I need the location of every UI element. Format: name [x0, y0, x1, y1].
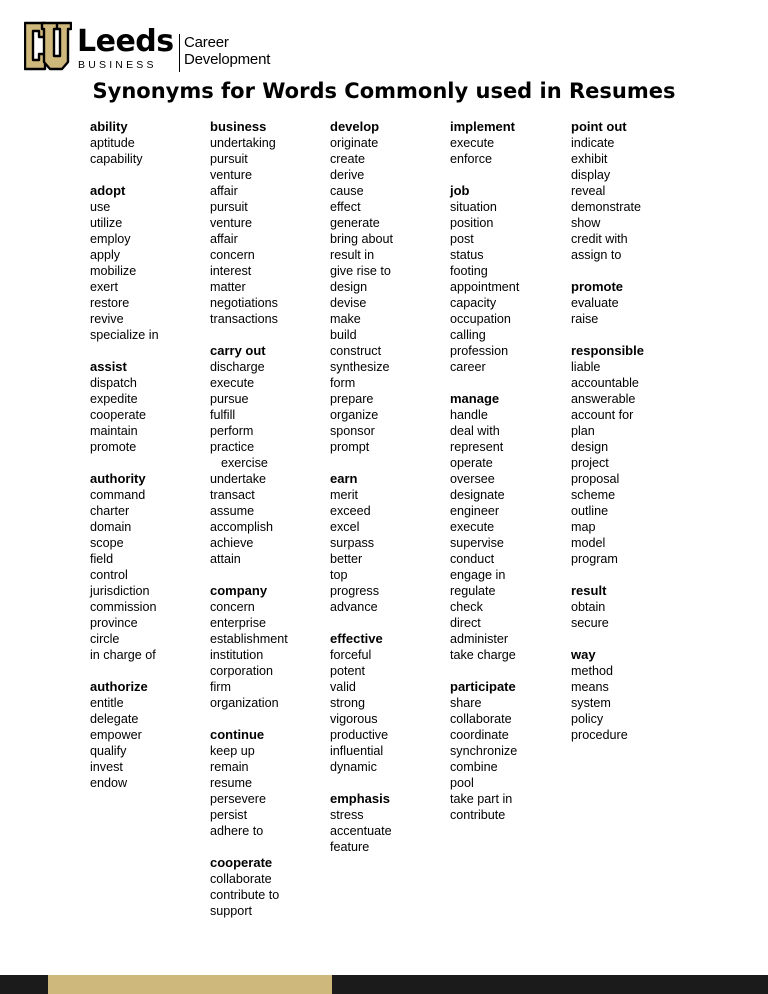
synonym-column: [571, 119, 689, 759]
synonym-item: execute: [210, 376, 255, 390]
synonym-item: expedite: [90, 392, 138, 406]
synonym-item: account for: [571, 408, 634, 422]
synonym-item: qualify: [90, 744, 127, 758]
cu-logo-icon: [24, 20, 72, 72]
synonym-item: exert: [90, 280, 118, 294]
synonym-item: aptitude: [90, 136, 135, 150]
keyword-heading: job: [450, 183, 470, 198]
synonym-item: administer: [450, 632, 509, 646]
synonym-group: [90, 679, 208, 791]
synonym-item: scheme: [571, 488, 616, 502]
synonym-item: generate: [330, 216, 380, 230]
synonym-item: create: [330, 152, 366, 166]
synonym-item: dispatch: [90, 376, 137, 390]
synonym-list: [90, 487, 208, 663]
synonym-item: specialize in: [90, 328, 159, 342]
synonym-item: contribute to: [210, 888, 280, 902]
synonym-group: [330, 791, 448, 855]
synonym-item: perform: [210, 424, 254, 438]
synonym-item: endow: [90, 776, 128, 790]
synonym-item: discharge: [210, 360, 265, 374]
synonym-list: [571, 295, 689, 327]
keyword-heading: assist: [90, 359, 127, 374]
synonym-item: accentuate: [330, 824, 392, 838]
synonym-item: keep up: [210, 744, 255, 758]
synonym-item: establishment: [210, 632, 288, 646]
synonym-item: display: [571, 168, 611, 182]
synonym-item: achieve: [210, 536, 254, 550]
synonym-item: delegate: [90, 712, 139, 726]
synonym-item: domain: [90, 520, 132, 534]
footer-bar-gold: [48, 975, 332, 994]
synonym-item: advance: [330, 600, 378, 614]
synonym-item: map: [571, 520, 596, 534]
synonym-item: organization: [210, 696, 279, 710]
synonym-item: raise: [571, 312, 599, 326]
synonym-item: support: [210, 904, 253, 918]
synonym-item: concern: [210, 248, 255, 262]
synonym-group: [450, 679, 568, 823]
synonym-item: profession: [450, 344, 509, 358]
synonym-column: [90, 119, 208, 807]
synonym-item: institution: [210, 648, 264, 662]
synonym-list: [210, 599, 328, 711]
synonym-item: calling: [450, 328, 486, 342]
synonym-item: model: [571, 536, 606, 550]
synonym-item: assign to: [571, 248, 622, 262]
synonym-item: derive: [330, 168, 365, 182]
synonym-item: surpass: [330, 536, 375, 550]
synonym-item: attain: [210, 552, 241, 566]
synonym-item: career: [450, 360, 486, 374]
synonym-item: designate: [450, 488, 505, 502]
synonym-item: utilize: [90, 216, 123, 230]
synonym-item: devise: [330, 296, 367, 310]
keyword-heading: way: [571, 647, 596, 662]
synonym-item: exercise: [221, 456, 268, 470]
synonym-item: charter: [90, 504, 130, 518]
keyword-heading: promote: [571, 279, 623, 294]
synonym-group: [450, 183, 568, 375]
synonym-item: sponsor: [330, 424, 375, 438]
synonym-item: accomplish: [210, 520, 273, 534]
synonym-item: vigorous: [330, 712, 378, 726]
synonym-item: strong: [330, 696, 366, 710]
synonym-item: show: [571, 216, 601, 230]
synonym-item: merit: [330, 488, 358, 502]
synonym-item: deal with: [450, 424, 500, 438]
keyword-heading: cooperate: [210, 855, 273, 870]
synonym-item: transactions: [210, 312, 278, 326]
synonym-item: invest: [90, 760, 123, 774]
synonym-item: venture: [210, 168, 253, 182]
synonym-item: apply: [90, 248, 121, 262]
synonym-list: [330, 647, 448, 775]
synonym-item: exhibit: [571, 152, 608, 166]
synonym-item: means: [571, 680, 609, 694]
synonym-item: excel: [330, 520, 360, 534]
synonym-item: forceful: [330, 648, 372, 662]
brand-divider: [179, 34, 180, 72]
synonym-item: better: [330, 552, 363, 566]
synonym-item: appointment: [450, 280, 520, 294]
synonym-group: [450, 119, 568, 167]
synonym-item: engage in: [450, 568, 506, 582]
synonym-item: affair: [210, 232, 238, 246]
synonym-item: adhere to: [210, 824, 264, 838]
keyword-heading: emphasis: [330, 791, 390, 806]
synonym-item: entitle: [90, 696, 124, 710]
synonym-group: [90, 119, 208, 167]
synonym-list: [210, 743, 328, 839]
synonym-item: empower: [90, 728, 142, 742]
keyword-heading: earn: [330, 471, 358, 486]
header: [24, 20, 284, 72]
synonym-item: concern: [210, 600, 255, 614]
synonym-item: status: [450, 248, 484, 262]
synonym-item: corporation: [210, 664, 274, 678]
synonym-group: [450, 391, 568, 663]
synonym-item: credit with: [571, 232, 628, 246]
synonym-item: post: [450, 232, 474, 246]
synonym-item: plan: [571, 424, 595, 438]
synonym-item: liable: [571, 360, 601, 374]
synonym-group: [90, 359, 208, 455]
synonym-item: position: [450, 216, 494, 230]
synonym-list: [330, 487, 448, 615]
synonym-item: originate: [330, 136, 379, 150]
synonym-item: control: [90, 568, 128, 582]
synonym-list: [90, 135, 208, 167]
synonym-item: system: [571, 696, 611, 710]
synonym-list: [210, 135, 328, 327]
synonym-item: outline: [571, 504, 609, 518]
synonym-list: [450, 407, 568, 663]
synonym-column: [330, 119, 448, 871]
synonym-group: [571, 279, 689, 327]
synonym-item: pursue: [210, 392, 249, 406]
synonym-item: execute: [450, 136, 495, 150]
synonym-group: [210, 583, 328, 711]
synonym-item: revive: [90, 312, 124, 326]
brand-department: [184, 34, 270, 68]
synonym-item: productive: [330, 728, 389, 742]
synonym-item: take part in: [450, 792, 513, 806]
synonym-item: obtain: [571, 600, 606, 614]
synonym-item: top: [330, 568, 348, 582]
synonym-column: [450, 119, 568, 839]
synonym-item: make: [330, 312, 361, 326]
synonym-item: practice: [210, 440, 255, 454]
synonym-item: share: [450, 696, 482, 710]
synonym-item: execute: [450, 520, 495, 534]
synonym-list: [571, 135, 689, 263]
keyword-heading: result: [571, 583, 607, 598]
brand-subtitle: BUSINESS: [78, 59, 157, 71]
synonym-item: indicate: [571, 136, 615, 150]
synonym-item: coordinate: [450, 728, 509, 742]
synonym-list: [90, 199, 208, 343]
synonym-column: [210, 119, 328, 935]
synonym-group: [571, 583, 689, 631]
synonym-group: [571, 343, 689, 567]
synonym-item: synchronize: [450, 744, 518, 758]
synonym-list: [571, 663, 689, 743]
synonym-item: direct: [450, 616, 481, 630]
synonym-item: engineer: [450, 504, 500, 518]
synonym-item: maintain: [90, 424, 138, 438]
synonym-item: influential: [330, 744, 384, 758]
keyword-heading: point out: [571, 119, 627, 134]
synonym-list: [450, 695, 568, 823]
synonym-item: prepare: [330, 392, 374, 406]
synonym-item: evaluate: [571, 296, 619, 310]
synonym-list: [450, 135, 568, 167]
synonym-list: [90, 375, 208, 455]
synonym-item: enterprise: [210, 616, 267, 630]
synonym-item: contribute: [450, 808, 506, 822]
synonym-item: secure: [571, 616, 609, 630]
synonym-item: promote: [90, 440, 137, 454]
synonym-item: form: [330, 376, 356, 390]
synonym-group: [330, 471, 448, 615]
synonym-group: [90, 471, 208, 663]
synonym-item: affair: [210, 184, 238, 198]
synonym-item: matter: [210, 280, 246, 294]
synonym-item: persist: [210, 808, 248, 822]
synonym-group: [210, 727, 328, 839]
synonym-item: project: [571, 456, 609, 470]
synonym-group: [330, 119, 448, 455]
synonym-item: field: [90, 552, 114, 566]
synonym-item: undertaking: [210, 136, 276, 150]
footer-bar-black-left: [0, 975, 48, 994]
keyword-heading: carry out: [210, 343, 266, 358]
synonym-item: capability: [90, 152, 143, 166]
synonym-item: employ: [90, 232, 131, 246]
synonym-item: feature: [330, 840, 370, 854]
synonym-item: potent: [330, 664, 366, 678]
keyword-heading: authority: [90, 471, 146, 486]
synonym-item: combine: [450, 760, 498, 774]
synonym-item: dynamic: [330, 760, 377, 774]
synonym-item: stress: [330, 808, 364, 822]
synonym-list: [571, 359, 689, 567]
synonym-item: pursuit: [210, 152, 248, 166]
synonym-item: pursuit: [210, 200, 248, 214]
synonym-item: negotiations: [210, 296, 278, 310]
synonym-item: synthesize: [330, 360, 390, 374]
keyword-heading: continue: [210, 727, 265, 742]
synonym-item: operate: [450, 456, 493, 470]
synonym-item: footing: [450, 264, 488, 278]
synonym-group: [90, 183, 208, 343]
keyword-heading: business: [210, 119, 267, 134]
synonym-group: [210, 119, 328, 327]
synonym-item: prompt: [330, 440, 370, 454]
synonym-item: answerable: [571, 392, 636, 406]
keyword-heading: effective: [330, 631, 383, 646]
synonym-item: interest: [210, 264, 252, 278]
footer-bar: [0, 975, 768, 994]
keyword-heading: participate: [450, 679, 516, 694]
synonym-item: result in: [330, 248, 375, 262]
synonym-item: valid: [330, 680, 356, 694]
synonym-item: demonstrate: [571, 200, 642, 214]
synonym-item: command: [90, 488, 146, 502]
synonym-item: collaborate: [210, 872, 272, 886]
synonym-item: conduct: [450, 552, 495, 566]
synonym-group: [210, 855, 328, 919]
footer-bar-black-right: [332, 975, 768, 994]
synonym-item: in charge of: [90, 648, 156, 662]
synonym-item: take charge: [450, 648, 516, 662]
synonym-item: jurisdiction: [90, 584, 150, 598]
brand-department-line1: Career: [184, 34, 229, 51]
synonym-list: [330, 135, 448, 455]
synonym-item: persevere: [210, 792, 267, 806]
synonym-item: province: [90, 616, 138, 630]
synonym-item: capacity: [450, 296, 497, 310]
synonym-item: accountable: [571, 376, 639, 390]
keyword-heading: ability: [90, 119, 128, 134]
page-title: Synonyms for Words Commonly used in Resumes: [92, 79, 676, 103]
synonym-item: method: [571, 664, 614, 678]
synonym-item: check: [450, 600, 483, 614]
synonym-item: exceed: [330, 504, 371, 518]
synonym-item: transact: [210, 488, 255, 502]
synonym-item: firm: [210, 680, 231, 694]
synonym-item: undertake: [210, 472, 267, 486]
synonym-item: collaborate: [450, 712, 512, 726]
synonym-item: procedure: [571, 728, 628, 742]
synonym-group: [571, 119, 689, 263]
synonym-item: handle: [450, 408, 488, 422]
synonym-item: give rise to: [330, 264, 391, 278]
synonym-item: cause: [330, 184, 364, 198]
synonym-list: [210, 359, 328, 567]
synonym-group: [571, 647, 689, 743]
synonym-item: proposal: [571, 472, 620, 486]
synonym-item: enforce: [450, 152, 493, 166]
synonym-item: regulate: [450, 584, 496, 598]
synonym-group: [330, 631, 448, 775]
keyword-heading: adopt: [90, 183, 126, 198]
synonym-item: design: [330, 280, 368, 294]
synonym-item: circle: [90, 632, 120, 646]
synonym-item: use: [90, 200, 111, 214]
synonym-item: situation: [450, 200, 497, 214]
keyword-heading: implement: [450, 119, 516, 134]
keyword-heading: responsible: [571, 343, 644, 358]
synonym-item: resume: [210, 776, 252, 790]
synonym-item: progress: [330, 584, 379, 598]
synonym-item: build: [330, 328, 357, 342]
synonym-item: reveal: [571, 184, 606, 198]
synonym-item: construct: [330, 344, 382, 358]
synonym-list: [450, 199, 568, 375]
synonym-item: organize: [330, 408, 379, 422]
brand-name: Leeds: [77, 24, 174, 59]
synonym-list: [210, 871, 328, 919]
synonym-list: [330, 807, 448, 855]
synonym-item: scope: [90, 536, 124, 550]
synonym-item: cooperate: [90, 408, 147, 422]
synonym-item: program: [571, 552, 618, 566]
synonym-item: supervise: [450, 536, 504, 550]
synonym-item: restore: [90, 296, 130, 310]
keyword-heading: company: [210, 583, 268, 598]
synonym-item: bring about: [330, 232, 394, 246]
keyword-heading: manage: [450, 391, 500, 406]
synonym-item: pool: [450, 776, 474, 790]
synonym-item: fulfill: [210, 408, 236, 422]
synonym-item: assume: [210, 504, 255, 518]
synonym-group: [210, 343, 328, 567]
synonym-item: design: [571, 440, 609, 454]
synonym-item: commission: [90, 600, 157, 614]
synonym-item: venture: [210, 216, 253, 230]
keyword-heading: develop: [330, 119, 380, 134]
synonym-list: [571, 599, 689, 631]
synonym-item: represent: [450, 440, 504, 454]
synonym-item: oversee: [450, 472, 495, 486]
synonym-item: mobilize: [90, 264, 137, 278]
synonym-item: policy: [571, 712, 604, 726]
synonym-item: occupation: [450, 312, 511, 326]
synonym-list: [90, 695, 208, 791]
synonym-item: effect: [330, 200, 361, 214]
brand-department-line2: Development: [184, 51, 271, 68]
synonym-item: remain: [210, 760, 249, 774]
keyword-heading: authorize: [90, 679, 148, 694]
